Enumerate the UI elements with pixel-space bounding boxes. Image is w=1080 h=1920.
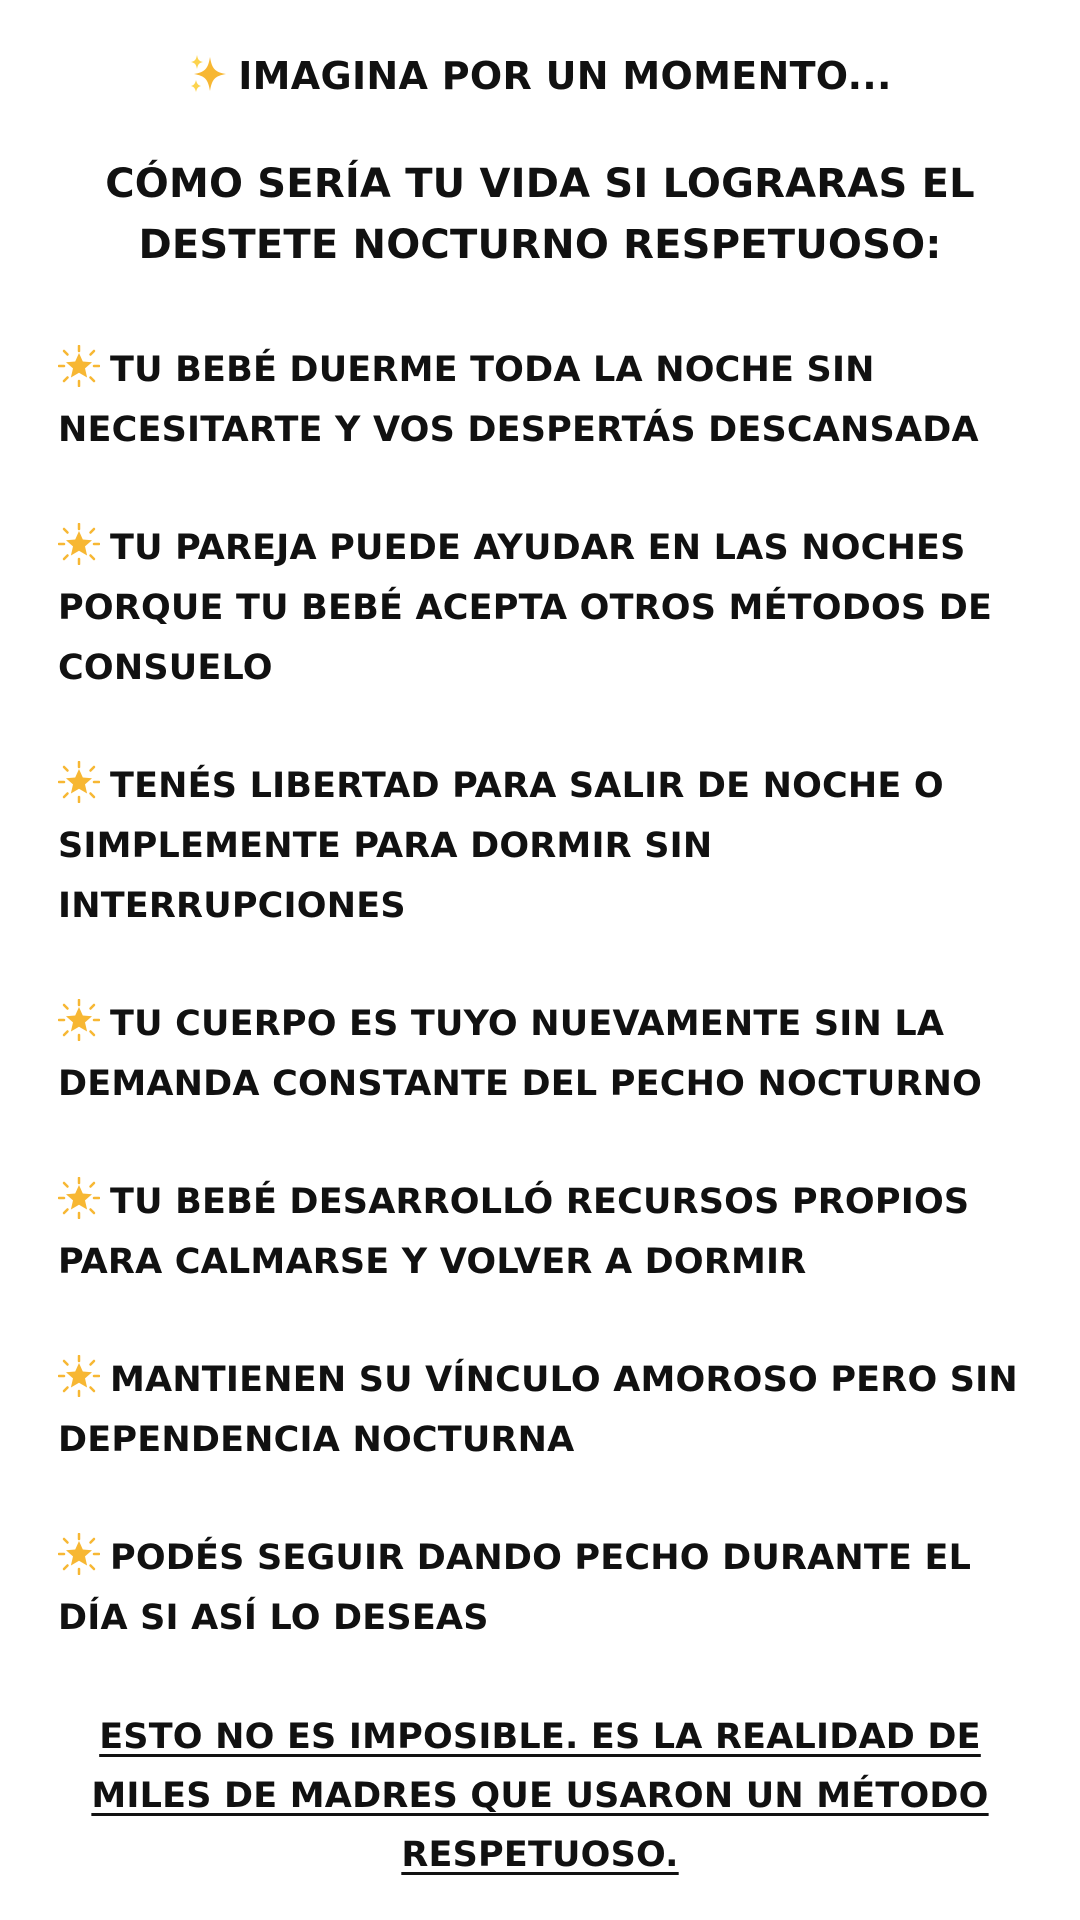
benefit-item (58, 1528, 1022, 1648)
benefit-item (58, 994, 1022, 1114)
glowing-star-icon (58, 345, 100, 387)
headline: CÓMO SERÍA TU VIDA SI LOGRARAS EL DESTETE NOCTURNO RESPETUOSO: (105, 161, 975, 268)
benefit-text: TU BEBÉ DUERME TODA LA NOCHE SIN NECESITARTE Y VOS DESPERTÁS DESCANSADA (58, 350, 979, 450)
benefit-item (58, 1350, 1022, 1470)
benefits-list (58, 340, 1022, 1648)
glowing-star-icon (58, 523, 100, 565)
benefit-text: MANTIENEN SU VÍNCULO AMOROSO PERO SIN DEPENDENCIA NOCTURNA (58, 1360, 1018, 1460)
benefit-text: TENÉS LIBERTAD PARA SALIR DE NOCHE O SIMPLEMENTE PARA DORMIR SIN INTERRUPCIONES (58, 766, 944, 926)
glowing-star-icon (58, 999, 100, 1041)
glowing-star-icon (58, 761, 100, 803)
glowing-star-icon (58, 1533, 100, 1575)
intro-line (58, 48, 1022, 104)
benefit-text: TU BEBÉ DESARROLLÓ RECURSOS PROPIOS PARA CALMARSE Y VOLVER A DORMIR (58, 1182, 970, 1282)
benefit-item (58, 518, 1022, 698)
benefit-text: TU PAREJA PUEDE AYUDAR EN LAS NOCHES PORQUE TU BEBÉ ACEPTA OTROS MÉTODOS DE CONSUELO (58, 528, 993, 688)
benefit-item (58, 340, 1022, 460)
closing-statement: ESTO NO ES IMPOSIBLE. ES LA REALIDAD DE MILES DE MADRES QUE USARON UN MÉTODO RESPETUOSO. (91, 1717, 989, 1875)
benefit-text: PODÉS SEGUIR DANDO PECHO DURANTE EL DÍA SI ASÍ LO DESEAS (58, 1538, 972, 1638)
benefit-text: TU CUERPO ES TUYO NUEVAMENTE SIN LA DEMANDA CONSTANTE DEL PECHO NOCTURNO (58, 1004, 983, 1104)
benefit-item (58, 756, 1022, 936)
intro-text: IMAGINA POR UN MOMENTO... (238, 54, 892, 98)
glowing-star-icon (58, 1177, 100, 1219)
glowing-star-icon (58, 1355, 100, 1397)
sparkles-icon (188, 53, 230, 95)
benefit-item (58, 1172, 1022, 1292)
